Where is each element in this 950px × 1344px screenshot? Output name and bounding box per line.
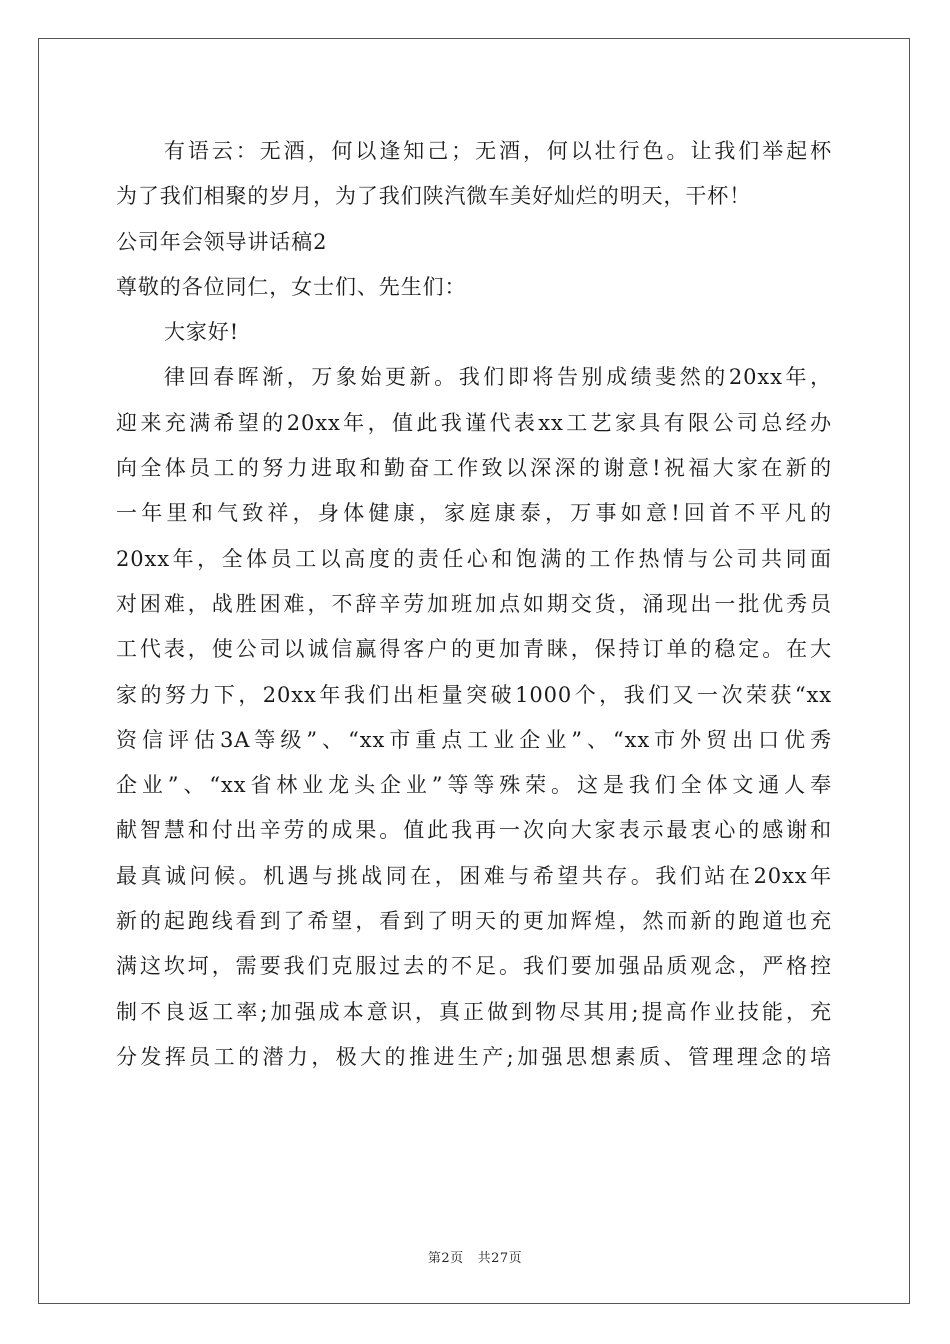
text-line: 一年里和气致祥，身体健康，家庭康泰，万事如意!回首不平凡的 — [116, 501, 832, 526]
text-line: 制不良返工率;加强成本意识，真正做到物尽其用;提高作业技能，充 — [116, 999, 832, 1024]
text-line: 最真诚问候。机遇与挑战同在，困难与希望共存。我们站在20xx年 — [116, 863, 832, 888]
text-line: 企业”、“xx省林业龙头企业”等等殊荣。这是我们全体文通人奉 — [116, 773, 832, 798]
text-line: 工代表，使公司以诚信赢得客户的更加青睐，保持订单的稳定。在大 — [116, 637, 832, 662]
text-line: 律回春晖渐，万象始更新。我们即将告别成绩斐然的20xx年， — [164, 365, 832, 390]
text-line: 尊敬的各位同仁，女士们、先生们： — [116, 274, 467, 299]
current-page-number: 第2页 — [427, 1251, 464, 1266]
document-body — [116, 129, 832, 1080]
text-line: 大家好! — [164, 320, 240, 345]
text-line: 迎来充满希望的20xx年，值此我谨代表xx工艺家具有限公司总经办 — [116, 410, 832, 435]
total-page-count: 共27页 — [477, 1251, 523, 1266]
text-line: 对困难，战胜困难，不辞辛劳加班加点如期交货，涌现出一批优秀员 — [116, 591, 832, 616]
text-line: 分发挥员工的潜力，极大的推进生产;加强思想素质、管理理念的培 — [116, 1044, 832, 1069]
page-footer — [0, 1247, 950, 1266]
section-heading: 公司年会领导讲话稿2 — [116, 229, 328, 254]
text-line: 向全体员工的努力进取和勤奋工作致以深深的谢意!祝福大家在新的 — [116, 456, 832, 481]
text-line: 20xx年，全体员工以高度的责任心和饱满的工作热情与公司共同面 — [116, 546, 832, 571]
text-line: 新的起跑线看到了希望，看到了明天的更加辉煌，然而新的跑道也充 — [116, 909, 832, 934]
text-line: 献智慧和付出辛劳的成果。值此我再一次向大家表示最衷心的感谢和 — [116, 818, 832, 843]
text-line: 为了我们相聚的岁月，为了我们陕汽微车美好灿烂的明天，干杯！ — [116, 184, 752, 209]
text-line: 满这坎坷，需要我们克服过去的不足。我们要加强品质观念，严格控 — [116, 954, 832, 979]
text-line: 资信评估3A等级”、“xx市重点工业企业”、“xx市外贸出口优秀 — [116, 727, 832, 752]
text-line: 有语云：无酒，何以逢知己；无酒，何以壮行色。让我们举起杯 — [164, 139, 832, 163]
text-line: 家的努力下，20xx年我们出柜量突破1000个，我们又一次荣获“xx — [116, 682, 832, 707]
